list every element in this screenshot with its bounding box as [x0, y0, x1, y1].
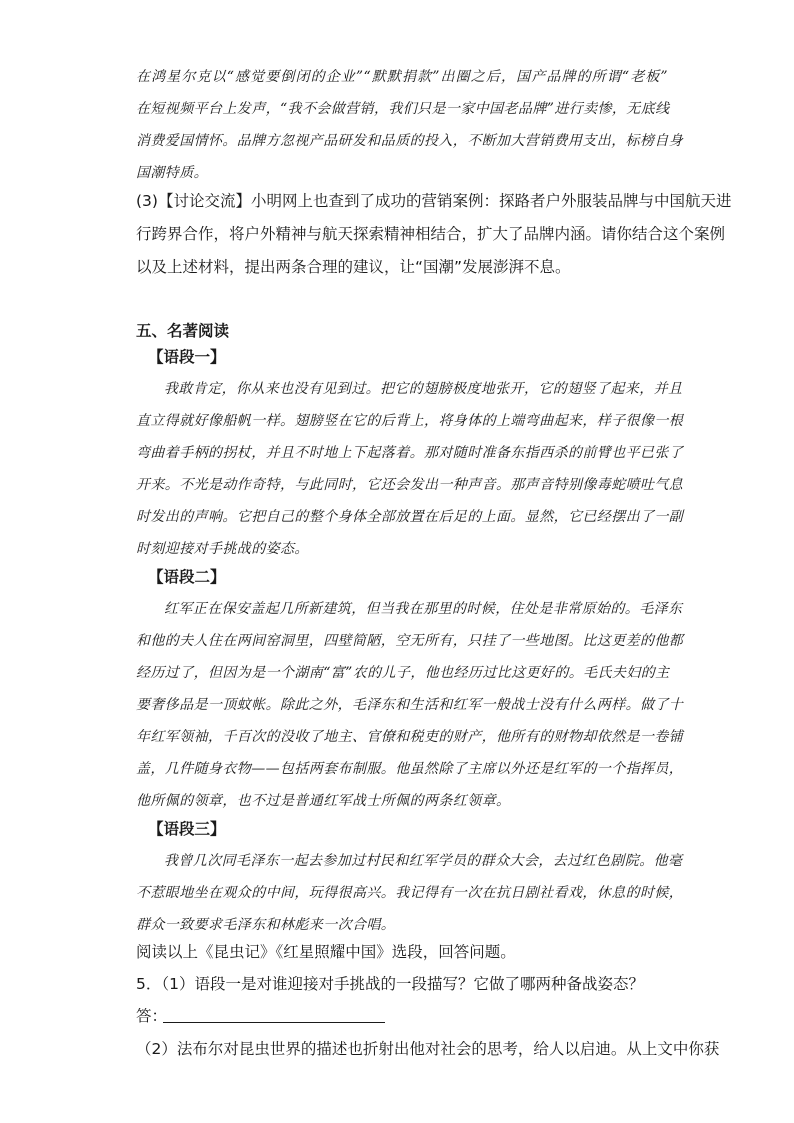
- question-5-2: （2）法布尔对昆虫世界的描述也折射出他对社会的思考，给人以启迪。从上文中你获: [136, 1040, 720, 1058]
- text-line: 国潮特质。: [136, 165, 208, 181]
- text-line: 群众一致要求毛泽东和林彪来一次合唱。: [136, 917, 396, 933]
- text-line: 开来。不光是动作奇特，与此同时，它还会发出一种声音。那声音特别像毒蛇喷吐气息: [136, 477, 684, 493]
- passage-label: 【语段二】: [148, 568, 226, 586]
- text-line: 我曾几次同毛泽东一起去参加过村民和红军学员的群众大会，去过红色剧院。他毫: [164, 853, 683, 869]
- text-line: 经历过了，但因为是一个湖南“富”农的儿子，他也经历过比这更好的。毛氏夫妇的主: [136, 665, 670, 681]
- passage-label: 【语段一】: [148, 348, 226, 366]
- question-5-1: 5．（1）语段一是对谁迎接对手挑战的一段描写？它做了哪两种备战姿态？: [136, 975, 644, 993]
- text-line: 他所佩的领章，也不过是普通红军战士所佩的两条红领章。: [136, 793, 511, 809]
- section-title: 五、名著阅读: [136, 322, 230, 340]
- text-line: 行跨界合作，将户外精神与航天探索精神相结合，扩大了品牌内涵。请你结合这个案例: [136, 225, 726, 243]
- text-line: 时刻迎接对手挑战的姿态。: [136, 541, 309, 557]
- passage-label: 【语段三】: [148, 820, 226, 838]
- text-line: 以及上述材料，提出两条合理的建议，让“国潮”发展澎湃不息。: [136, 258, 571, 276]
- text-line: 在鸿星尔克以“感觉要倒闭的企业”“默默捐款”出圈之后，国产品牌的所谓“老板”: [136, 69, 668, 85]
- text-line: 和他的夫人住在两间窑洞里，四壁简陋，空无所有，只挂了一些地图。比这更差的他都: [136, 633, 684, 649]
- text-line: 要奢侈品是一顶蚊帐。除此之外，毛泽东和生活和红军一般战士没有什么两样。做了十: [136, 697, 684, 713]
- text-line: 消费爱国情怀。品牌方忽视产品研发和品质的投入，不断加大营销费用支出，标榜自身: [136, 133, 684, 149]
- text-line: 我敢肯定，你从来也没有见到过。把它的翅膀极度地张开，它的翅竖了起来，并且: [164, 381, 683, 397]
- text-line: 年红军领袖，千百次的没收了地主、官僚和税吏的财产，他所有的财物却依然是一卷铺: [136, 729, 684, 745]
- answer-blank[interactable]: [163, 1022, 385, 1023]
- answer-label: 答：: [136, 1007, 168, 1025]
- text-line: 直立得就好像船帆一样。翅膀竖在它的后背上，将身体的上端弯曲起来，样子很像一根: [136, 413, 684, 429]
- text-line: 弯曲着手柄的拐杖，并且不时地上下起落着。那对随时准备东指西杀的前臂也平已张了: [136, 445, 684, 461]
- reading-instruction: 阅读以上《昆虫记》《红星照耀中国》选段，回答问题。: [136, 943, 516, 961]
- text-line: 在短视频平台上发声，“我不会做营销，我们只是一家中国老品牌”进行卖惨，无底线: [136, 101, 670, 117]
- text-line: 红军正在保安盖起几所新建筑，但当我在那里的时候，住处是非常原始的。毛泽东: [164, 601, 683, 617]
- text-line: 时发出的声响。它把自己的整个身体全部放置在后足的上面。显然，它已经摆出了一副: [136, 509, 684, 525]
- text-line: 不惹眼地坐在观众的中间，玩得很高兴。我记得有一次在抗日剧社看戏，休息的时候，: [136, 885, 684, 901]
- text-line: 盖，几件随身衣物——包括两套布制服。他虽然除了主席以外还是红军的一个指挥员，: [136, 761, 684, 777]
- text-line: (3)【讨论交流】小明网上也查到了成功的营销案例：探路者户外服装品牌与中国航天进: [136, 192, 732, 210]
